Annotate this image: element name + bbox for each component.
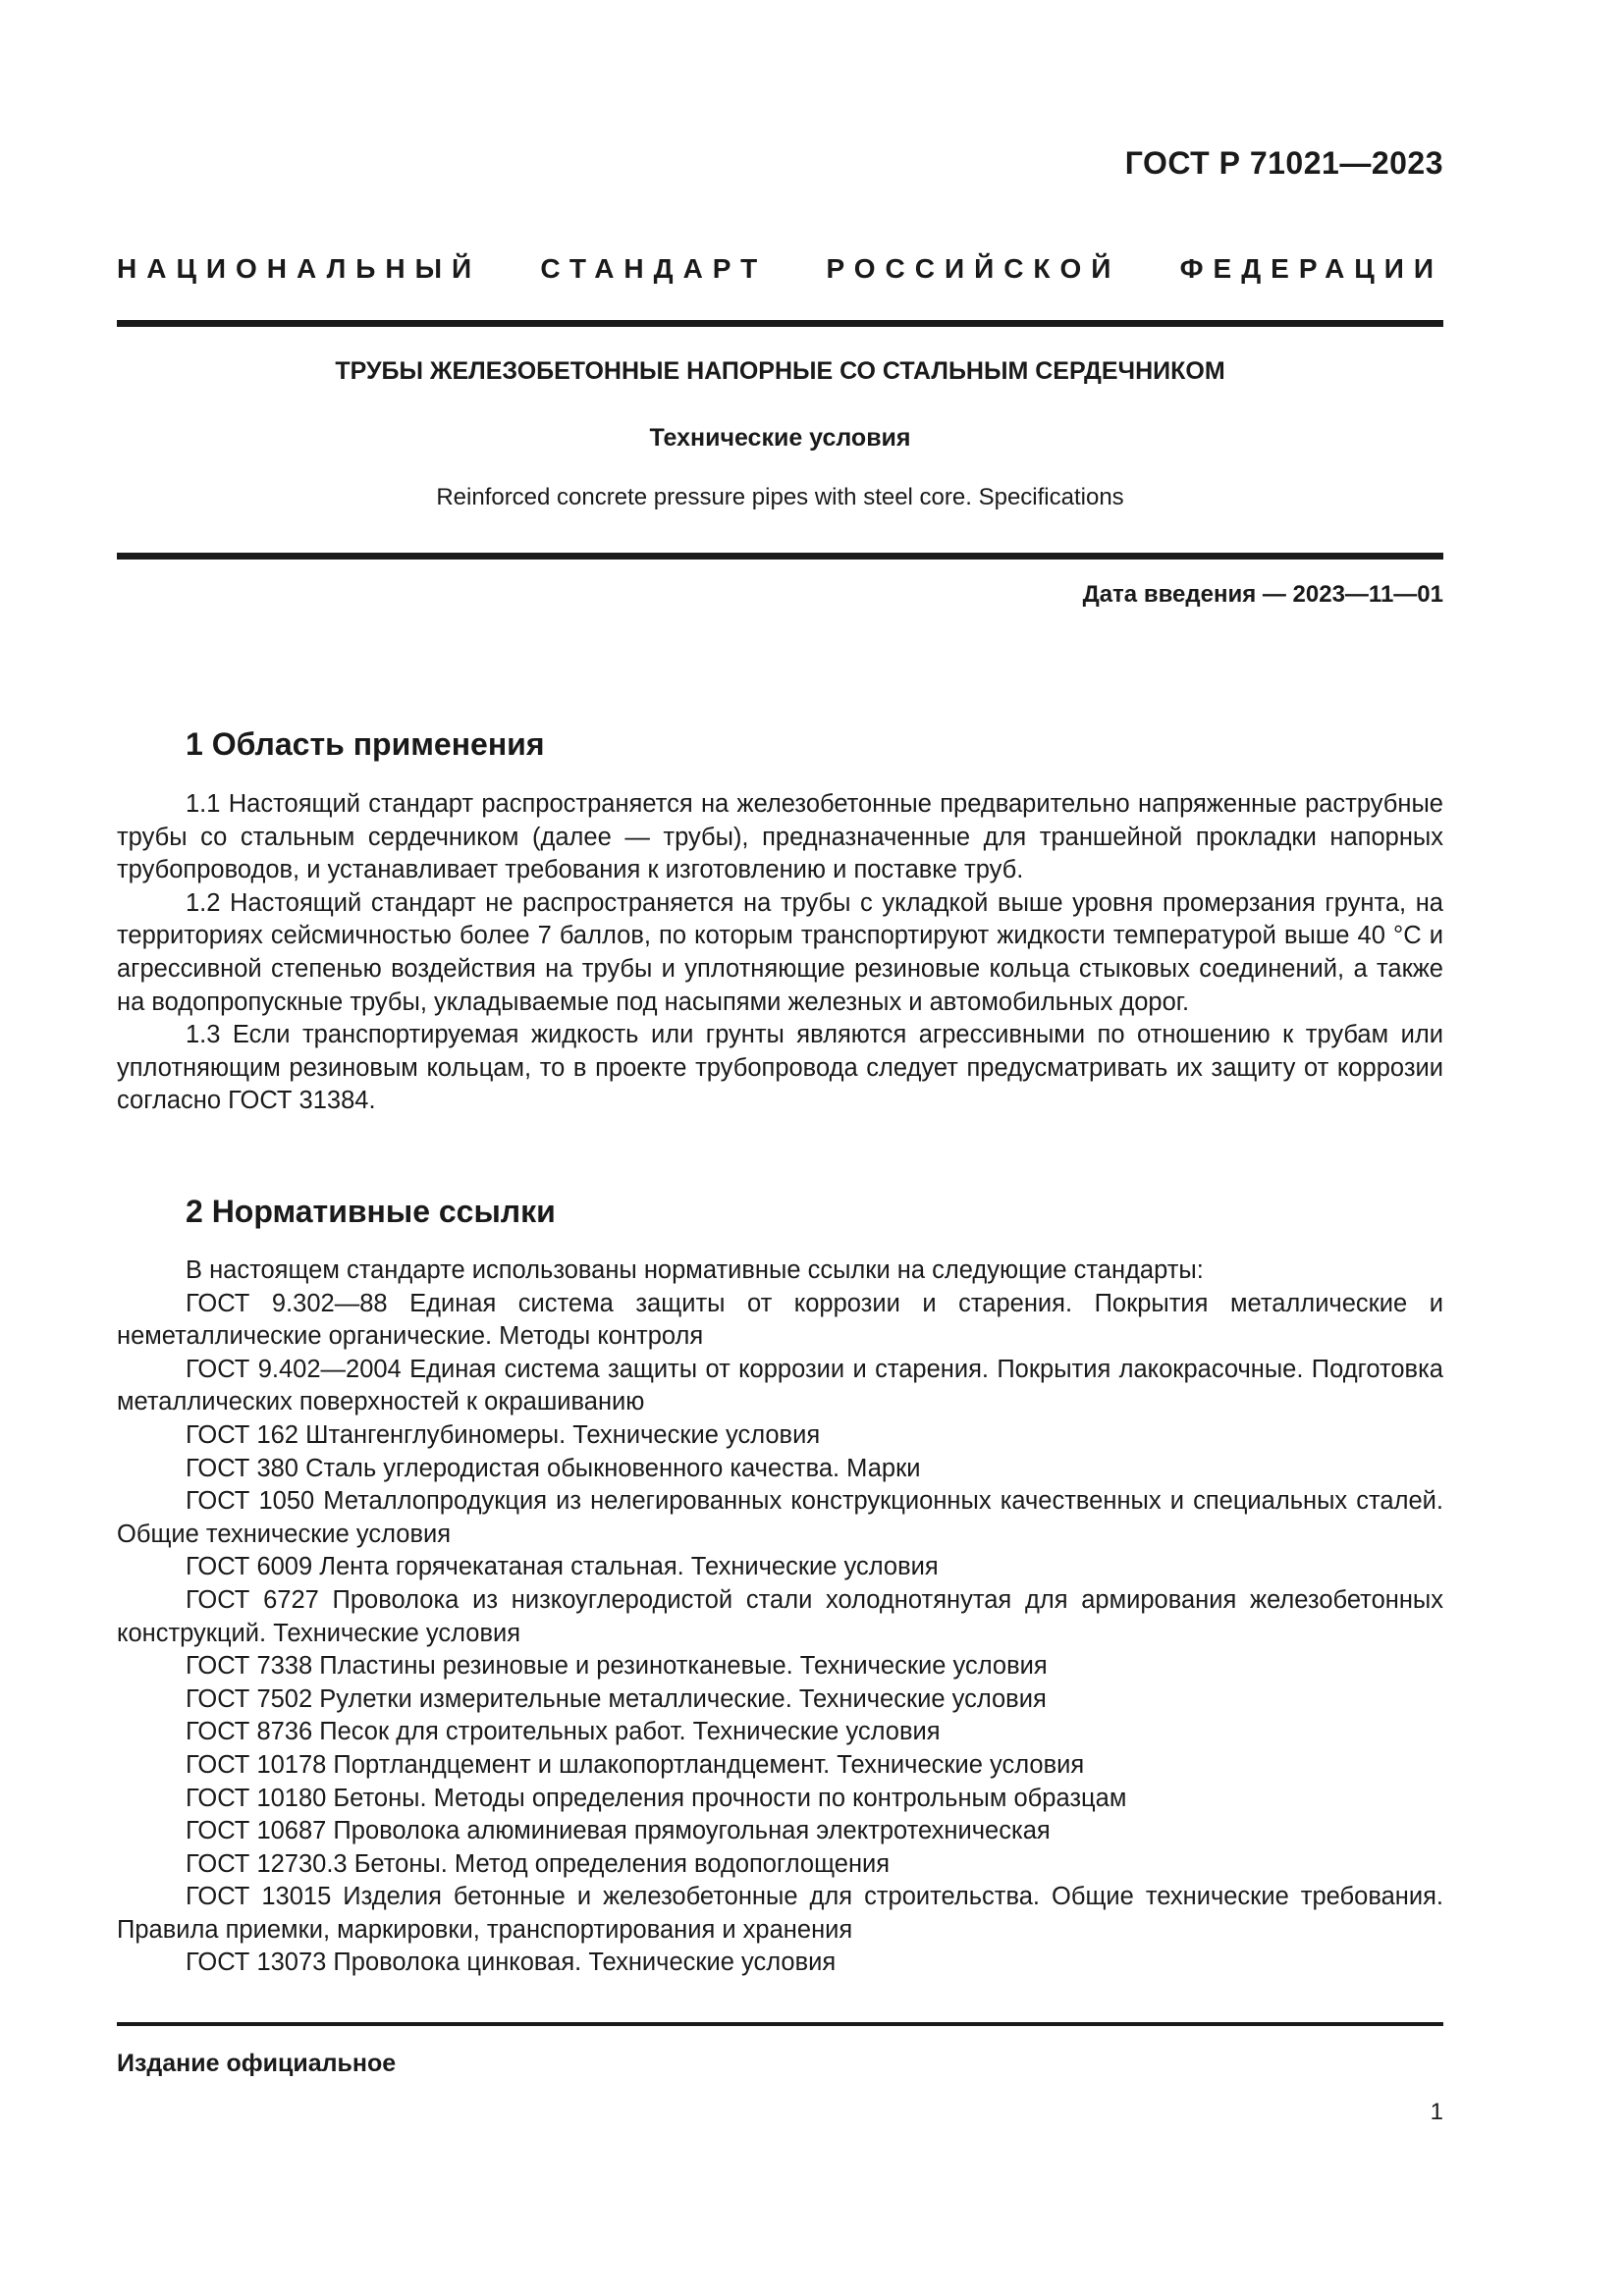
reference-item: ГОСТ 162 Штангенглубиномеры. Технические условия bbox=[186, 1420, 821, 1449]
paragraph-1-2: 1.2 Настоящий стандарт не распространяется на трубы с укладкой выше уровня промерзания грунта, на территориях сейсмичностью более 7 баллов, по которым транспортируют жидкости температурой выше 40 °С и агрессивной степенью воздействия на трубы и уплотняющие резиновые кольца стыковых соединений, а также на водопропускные трубы, укладываемые под насыпями железных и автомобильных дорог. bbox=[117, 888, 1443, 1016]
title-rule bbox=[117, 553, 1443, 560]
reference-item: ГОСТ 6009 Лента горячекатаная стальная. Технические условия bbox=[186, 1553, 939, 1581]
top-rule bbox=[117, 320, 1443, 327]
reference-item: ГОСТ 8736 Песок для строительных работ. Технические условия bbox=[186, 1718, 941, 1746]
paragraph-1-3: 1.3 Если транспортируемая жидкость или грунты являются агрессивными по отношению к трубам или уплотняющим резиновым кольцам, то в проекте трубопровода следует предусматривать их защиту от коррозии согласно ГОСТ 31384. bbox=[117, 1021, 1443, 1115]
document-title: ТРУБЫ ЖЕЛЕЗОБЕТОННЫЕ НАПОРНЫЕ СО СТАЛЬНЫМ СЕРДЕЧНИКОМ bbox=[335, 357, 1225, 385]
reference-item: ГОСТ 13015 Изделия бетонные и железобетонные для строительства. Общие технические требования. Правила приемки, маркировки, транспортирования и хранения bbox=[117, 1883, 1443, 1944]
introduction-date: Дата введения — 2023—11—01 bbox=[1082, 581, 1443, 608]
page-number: 1 bbox=[1430, 2099, 1443, 2125]
english-title: Reinforced concrete pressure pipes with steel core. Specifications bbox=[436, 484, 1124, 510]
reference-item: ГОСТ 7338 Пластины резиновые и резинотканевые. Технические условия bbox=[186, 1652, 1048, 1681]
reference-item: ГОСТ 10178 Портландцемент и шлакопортландцемент. Технические условия bbox=[186, 1750, 1085, 1779]
reference-item: ГОСТ 6727 Проволока из низкоуглеродистой стали холоднотянутая для армирования железобетонных конструкций. Технические условия bbox=[117, 1585, 1443, 1647]
reference-item: ГОСТ 12730.3 Бетоны. Метод определения водопоглощения bbox=[186, 1849, 891, 1878]
document-subtitle: Технические условия bbox=[649, 424, 911, 452]
normative-references bbox=[117, 1255, 1443, 1980]
reference-item: ГОСТ 13073 Проволока цинковая. Технические условия bbox=[186, 1949, 837, 1977]
reference-item: ГОСТ 9.302—88 Единая система защиты от коррозии и старения. Покрытия металлические и неметаллические органические. Методы контроля bbox=[117, 1289, 1443, 1351]
reference-item: ГОСТ 10687 Проволока алюминиевая прямоугольная электротехническая bbox=[186, 1817, 1051, 1845]
gost-number: ГОСТ Р 71021—2023 bbox=[1124, 145, 1443, 181]
references-intro: В настоящем стандарте использованы нормативные ссылки на следующие стандарты: bbox=[186, 1256, 1204, 1284]
reference-item: ГОСТ 9.402—2004 Единая система защиты от коррозии и старения. Покрытия лакокрасочные. Подготовка металлических поверхностей к окрашиванию bbox=[117, 1355, 1443, 1416]
reference-item: ГОСТ 1050 Металлопродукция из нелегированных конструкционных качественных и специальных сталей. Общие технические условия bbox=[117, 1487, 1443, 1548]
section-2-heading: 2 Нормативные ссылки bbox=[186, 1194, 556, 1229]
section-1-heading: 1 Область применения bbox=[186, 726, 545, 762]
paragraph-1-1: 1.1 Настоящий стандарт распространяется на железобетонные предварительно напряженные раструбные трубы со стальным сердечником (далее — трубы), предназначенные для траншейной прокладки напорных трубопроводов, и устанавливает требования к изготовлению и поставке труб. bbox=[117, 790, 1443, 884]
section-1-body bbox=[117, 788, 1443, 1118]
national-standard-banner: НАЦИОНАЛЬНЫЙ СТАНДАРТ РОССИЙСКОЙ ФЕДЕРАЦИИ bbox=[117, 253, 1443, 284]
footer-rule bbox=[117, 2022, 1443, 2026]
reference-item: ГОСТ 380 Сталь углеродистая обыкновенного качества. Марки bbox=[186, 1454, 921, 1482]
reference-item: ГОСТ 7502 Рулетки измерительные металлические. Технические условия bbox=[186, 1684, 1047, 1713]
official-edition-label: Издание официальное bbox=[117, 2050, 397, 2077]
reference-item: ГОСТ 10180 Бетоны. Методы определения прочности по контрольным образцам bbox=[186, 1784, 1127, 1812]
